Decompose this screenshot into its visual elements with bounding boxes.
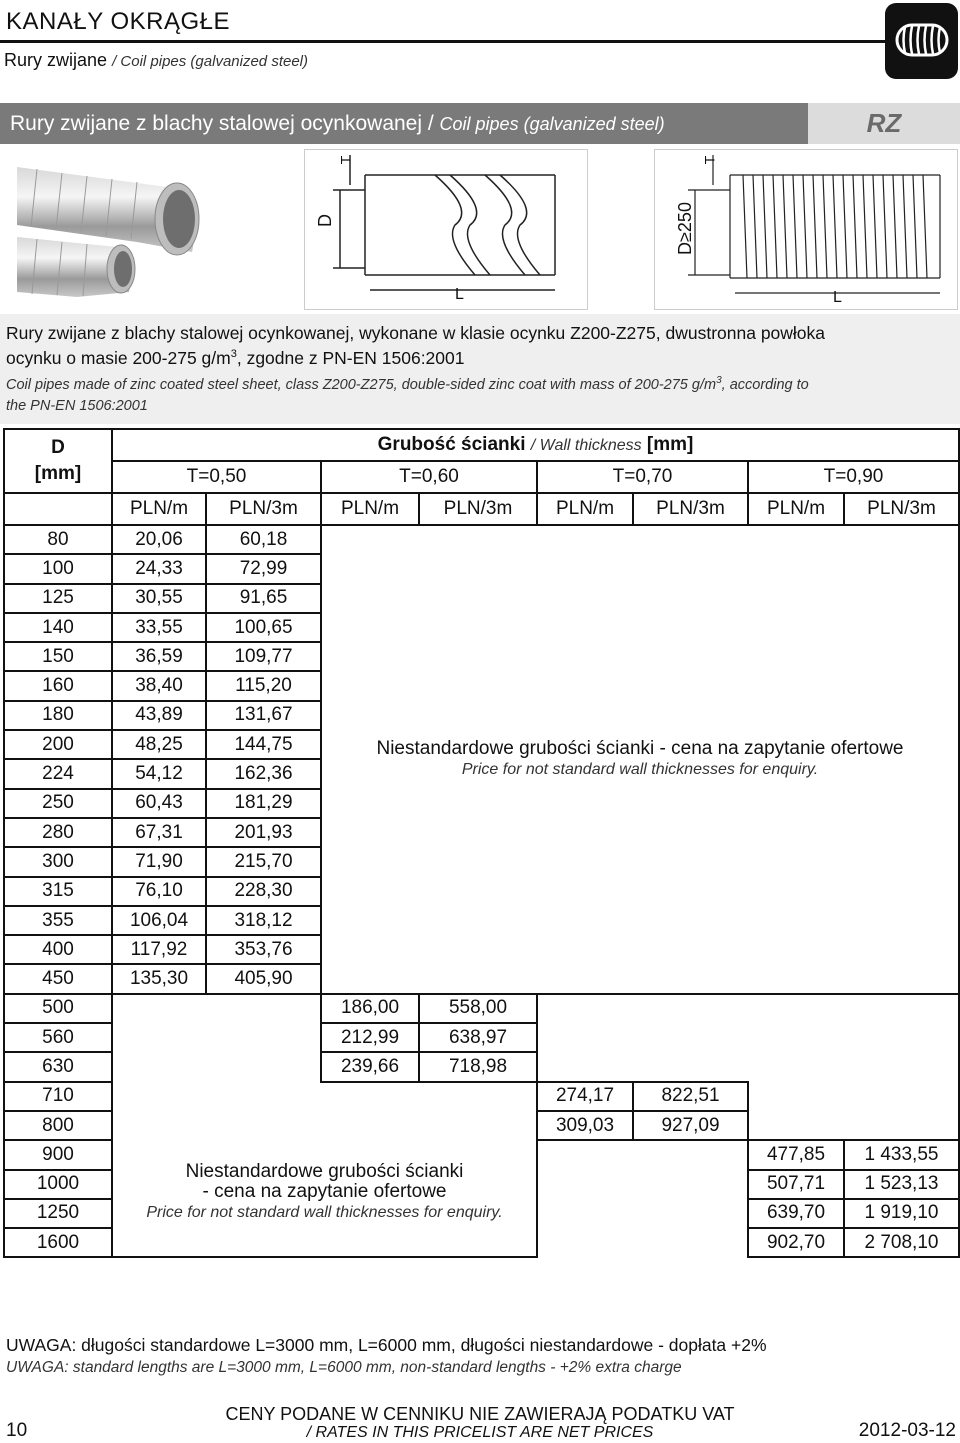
price-per-3m: 60,18: [206, 525, 321, 554]
table-row: [4, 525, 959, 554]
diameter-header-label: D: [51, 437, 65, 458]
price-per-m: 212,99: [321, 1023, 419, 1052]
empty-cell: [748, 1082, 959, 1111]
unit-pln-per-3m: PLN/3m: [844, 493, 959, 525]
unit-empty: [4, 493, 112, 525]
diameter-value: 900: [4, 1140, 112, 1169]
price-per-3m: 927,09: [633, 1111, 748, 1140]
footer-vat-en: / RATES IN THIS PRICELIST ARE NET PRICES: [306, 1424, 654, 1441]
diagram2-t-label: T: [701, 155, 718, 165]
empty-cell: [537, 1199, 748, 1228]
price-per-m: 186,00: [321, 994, 419, 1023]
pricelist-date: 2012-03-12: [858, 1420, 956, 1441]
diagram1-l-label: L: [455, 286, 464, 303]
empty-cell: [537, 1023, 959, 1052]
table-row: [4, 1082, 959, 1111]
price-per-m: 38,40: [112, 671, 206, 700]
description-en-sup: 3: [716, 375, 722, 386]
thickness-t090: T=0,90: [748, 461, 959, 493]
description-pl-line2b: , zgodne z PN-EN 1506:2001: [236, 348, 465, 368]
note-pl: UWAGA: długości standardowe L=3000 mm, L=6000 mm, długości niestandardowe - dopłata +2%: [6, 1335, 767, 1355]
price-per-m: 274,17: [537, 1082, 633, 1111]
table-row: [4, 1023, 959, 1052]
price-per-3m: 201,93: [206, 818, 321, 847]
price-per-3m: 318,12: [206, 906, 321, 935]
price-per-m: 239,66: [321, 1052, 419, 1081]
description-box: [0, 314, 960, 424]
price-per-3m: 72,99: [206, 554, 321, 583]
price-per-m: 60,43: [112, 789, 206, 818]
coil-pipe-icon: [885, 3, 958, 79]
header-row: [4, 429, 959, 461]
diameter-value: 250: [4, 789, 112, 818]
diameter-value: 630: [4, 1052, 112, 1081]
thickness-row: [4, 461, 959, 493]
price-per-m: 54,12: [112, 759, 206, 788]
price-per-3m: 181,29: [206, 789, 321, 818]
diameter-header: [4, 429, 112, 493]
description-en-line2: the PN-EN 1506:2001: [6, 398, 148, 414]
diameter-value: 355: [4, 906, 112, 935]
price-per-3m: 100,65: [206, 613, 321, 642]
price-per-3m: 1 919,10: [844, 1199, 959, 1228]
thickness-t060: T=0,60: [321, 461, 537, 493]
price-per-3m: 115,20: [206, 671, 321, 700]
banner-title-en: Coil pipes (galvanized steel): [439, 114, 665, 134]
diameter-value: 140: [4, 613, 112, 642]
product-code: RZ: [808, 103, 960, 144]
price-per-m: 20,06: [112, 525, 206, 554]
price-per-m: 30,55: [112, 584, 206, 613]
page-title: KANAŁY OKRĄGŁE: [6, 8, 230, 35]
section-banner: [0, 103, 808, 144]
thickness-unit: [mm]: [646, 433, 694, 455]
diameter-value: 280: [4, 818, 112, 847]
unit-pln-per-3m: PLN/3m: [633, 493, 748, 525]
pipe-diagram-standard: [304, 149, 588, 310]
price-per-3m: 1 523,13: [844, 1170, 959, 1199]
diameter-value: 1600: [4, 1228, 112, 1257]
table-row: [4, 1052, 959, 1081]
price-per-m: 33,55: [112, 613, 206, 642]
unit-pln-per-m: PLN/m: [321, 493, 419, 525]
diameter-value: 150: [4, 642, 112, 671]
empty-cell: [112, 994, 321, 1023]
note-en: UWAGA: standard lengths are L=3000 mm, L=6000 mm, non-standard lengths - +2% extra charge: [6, 1359, 682, 1376]
thickness-title-en: / Wall thickness: [530, 436, 642, 454]
diameter-value: 80: [4, 525, 112, 554]
diagram1-d-label: D: [315, 214, 335, 227]
description-pl-line1: Rury zwijane z blachy stalowej ocynkowanej, wykonane w klasie ocynku Z200-Z275, dwustronna powłoka: [6, 323, 826, 343]
price-per-m: 309,03: [537, 1111, 633, 1140]
price-per-3m: 1 433,55: [844, 1140, 959, 1169]
diameter-value: 400: [4, 935, 112, 964]
thickness-title-pl: Grubość ścianki: [377, 433, 526, 455]
enquiry-upper-en: Price for not standard wall thicknesses for enquiry.: [461, 760, 819, 778]
price-per-m: 24,33: [112, 554, 206, 583]
description-pl-sup: 3: [230, 348, 237, 361]
price-table: [3, 428, 960, 1258]
description-pl-line2: [6, 348, 465, 369]
subtitle-pl: Rury zwijane: [4, 50, 108, 70]
pipe-diagram-large: [654, 149, 958, 310]
banner-title-pl: Rury zwijane z blachy stalowej ocynkowanej /: [10, 112, 440, 135]
diameter-value: 800: [4, 1111, 112, 1140]
price-per-m: 48,25: [112, 730, 206, 759]
diameter-value: 450: [4, 964, 112, 993]
unit-pln-per-m: PLN/m: [112, 493, 206, 525]
price-per-m: 135,30: [112, 964, 206, 993]
enquiry-upper-pl: Niestandardowe grubości ścianki - cena na zapytanie ofertowe: [376, 737, 904, 759]
header-divider: [0, 40, 885, 43]
price-per-3m: 558,00: [419, 994, 537, 1023]
diameter-value: 300: [4, 847, 112, 876]
price-per-3m: 144,75: [206, 730, 321, 759]
diameter-value: 100: [4, 554, 112, 583]
price-per-m: 477,85: [748, 1140, 844, 1169]
diameter-value: 125: [4, 584, 112, 613]
price-per-3m: 405,90: [206, 964, 321, 993]
empty-cell: [537, 1228, 748, 1257]
page-number: 10: [6, 1420, 28, 1441]
diameter-value: 160: [4, 671, 112, 700]
price-per-m: 902,70: [748, 1228, 844, 1257]
empty-cell: [112, 1023, 321, 1052]
empty-cell: [537, 1140, 748, 1169]
price-per-3m: 131,67: [206, 701, 321, 730]
price-per-m: 76,10: [112, 877, 206, 906]
enquiry-lower-en: Price for not standard wall thicknesses for enquiry.: [146, 1204, 503, 1222]
price-per-m: 106,04: [112, 906, 206, 935]
page-subtitle: [4, 50, 308, 71]
diameter-header-unit: [mm]: [34, 463, 82, 484]
enquiry-message-lower: [112, 1082, 537, 1258]
empty-cell: [537, 1052, 959, 1081]
price-per-m: 117,92: [112, 935, 206, 964]
thickness-t050: T=0,50: [112, 461, 321, 493]
diameter-value: 200: [4, 730, 112, 759]
thickness-t070: T=0,70: [537, 461, 748, 493]
price-per-3m: 638,97: [419, 1023, 537, 1052]
price-per-3m: 2 708,10: [844, 1228, 959, 1257]
diameter-value: 224: [4, 759, 112, 788]
diagram2-l-label: L: [833, 289, 842, 306]
empty-cell: [748, 1111, 959, 1140]
unit-pln-per-3m: PLN/3m: [419, 493, 537, 525]
wall-thickness-header: [112, 429, 959, 461]
description-pl-line2a: ocynku o masie 200-275 g/m: [6, 348, 231, 368]
subtitle-en: / Coil pipes (galvanized steel): [112, 53, 308, 70]
diameter-value: 500: [4, 994, 112, 1023]
diameter-value: 1000: [4, 1170, 112, 1199]
diameter-value: 315: [4, 877, 112, 906]
enquiry-lower-pl-b: - cena na zapytanie ofertowe: [202, 1181, 447, 1203]
price-per-m: 67,31: [112, 818, 206, 847]
price-per-3m: 162,36: [206, 759, 321, 788]
price-per-3m: 109,77: [206, 642, 321, 671]
price-per-3m: 228,30: [206, 877, 321, 906]
enquiry-lower-pl-a: Niestandardowe grubości ścianki: [185, 1161, 464, 1183]
diagram2-d-label: D≥250: [674, 202, 695, 255]
description-en-line1a: Coil pipes made of zinc coated steel sheet, class Z200-Z275, double-sided zinc coat with mass of 200-275 g/m: [6, 376, 717, 393]
unit-row: [4, 493, 959, 525]
price-per-m: 43,89: [112, 701, 206, 730]
description-en-line1b: , according to: [721, 376, 809, 393]
empty-cell: [112, 1052, 321, 1081]
unit-pln-per-3m: PLN/3m: [206, 493, 321, 525]
footer-vat-pl: CENY PODANE W CENNIKU NIE ZAWIERAJĄ PODATKU VAT: [225, 1404, 735, 1424]
table-row: [4, 994, 959, 1023]
price-per-3m: 91,65: [206, 584, 321, 613]
empty-cell: [537, 1170, 748, 1199]
pipe-photo: [17, 147, 212, 310]
unit-pln-per-m: PLN/m: [748, 493, 844, 525]
diameter-value: 180: [4, 701, 112, 730]
diameter-value: 710: [4, 1082, 112, 1111]
price-per-3m: 718,98: [419, 1052, 537, 1081]
diameter-value: 560: [4, 1023, 112, 1052]
price-per-m: 36,59: [112, 642, 206, 671]
empty-cell: [537, 994, 959, 1023]
diagram1-t-label: T: [337, 155, 354, 165]
price-per-3m: 822,51: [633, 1082, 748, 1111]
price-per-3m: 353,76: [206, 935, 321, 964]
unit-pln-per-m: PLN/m: [537, 493, 633, 525]
diameter-value: 1250: [4, 1199, 112, 1228]
price-per-m: 507,71: [748, 1170, 844, 1199]
price-per-3m: 215,70: [206, 847, 321, 876]
price-per-m: 639,70: [748, 1199, 844, 1228]
price-per-m: 71,90: [112, 847, 206, 876]
description-en-line1: [6, 375, 809, 393]
enquiry-message-upper: [321, 525, 959, 994]
